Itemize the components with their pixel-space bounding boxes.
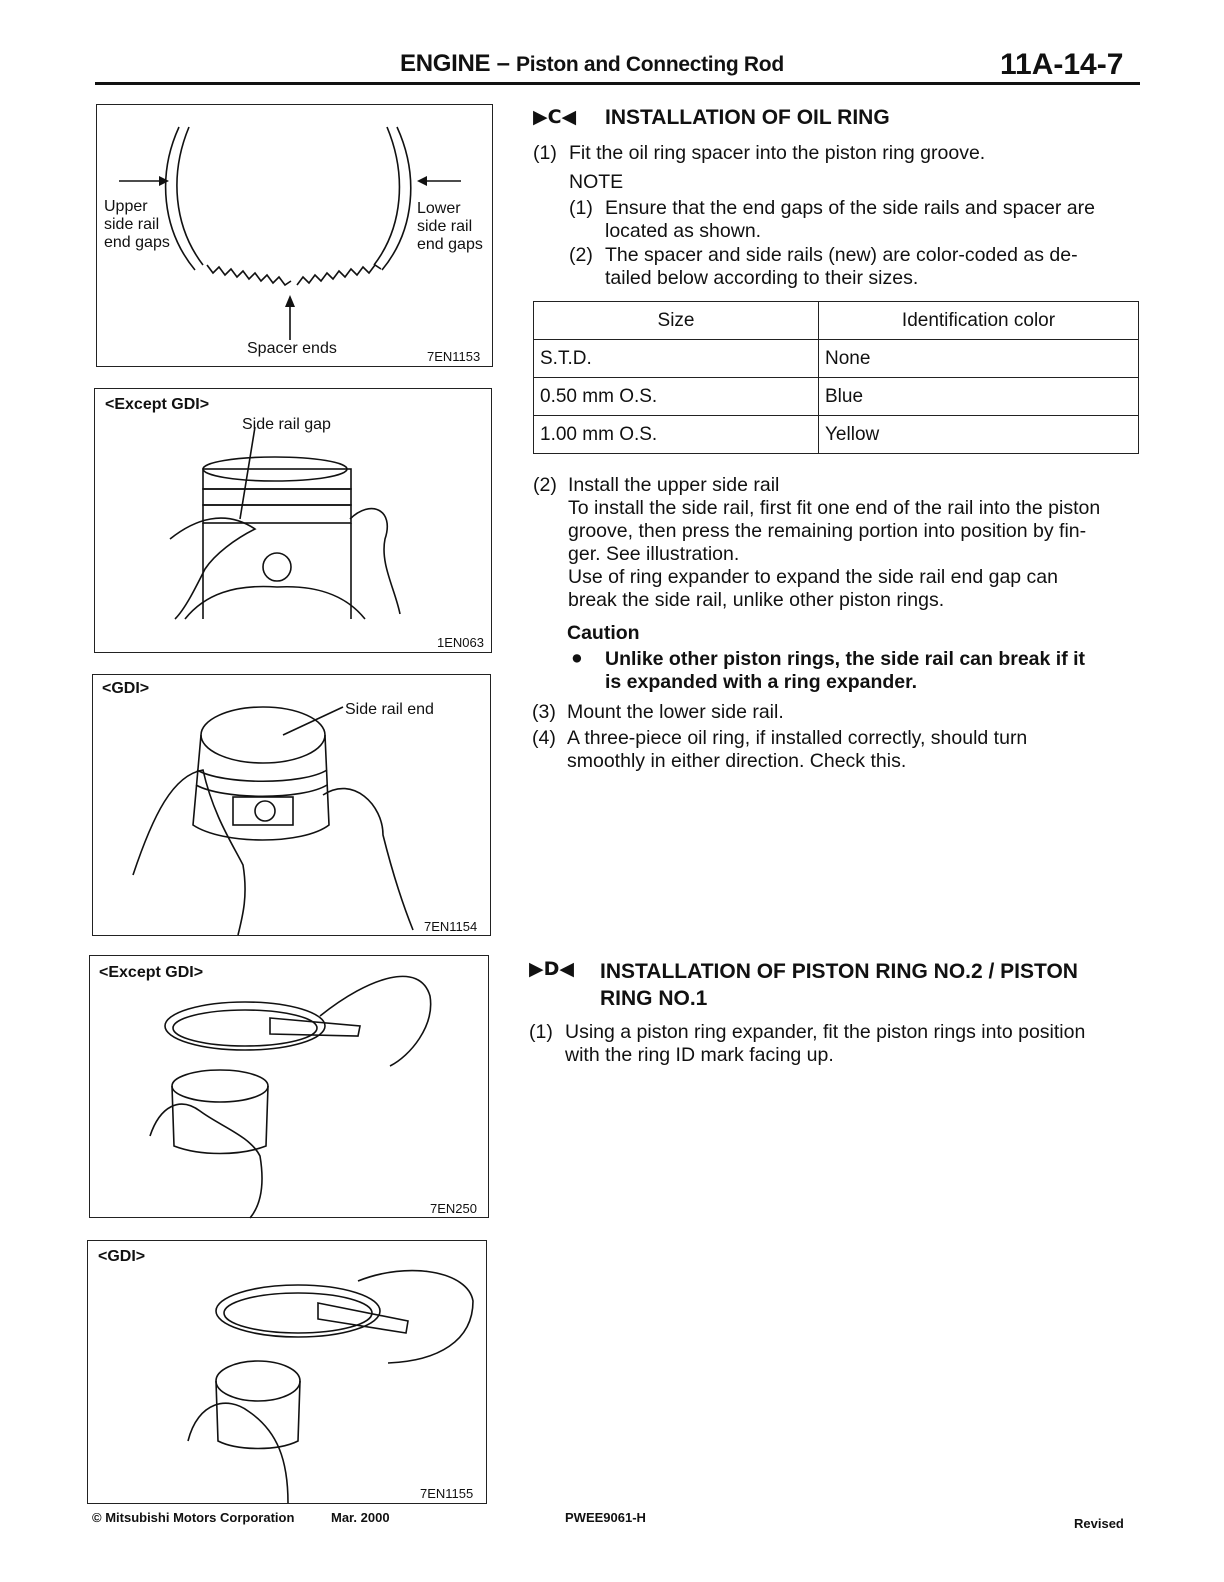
table-cell: Yellow [819,416,1139,454]
figure-id: 7EN1153 [427,349,481,364]
section-d-title: INSTALLATION OF PISTON RING NO.2 / PISTON RING NO.1 [600,960,1078,1010]
table-row [534,340,1139,378]
figure-id: 7EN250 [430,1201,477,1216]
color-code-table [533,301,1139,454]
step-number: (1) [529,1021,553,1043]
table-cell: Blue [819,378,1139,416]
step-text: Mount the lower side rail. [567,701,784,723]
ring-expander-drawing [90,956,490,1219]
figure-tag: <GDI> [102,680,150,697]
section-d-marker: ▶D◀ [529,958,574,980]
step-text: A three-piece oil ring, if installed correctly, should turn smoothly in either direction. Check this. [567,727,1028,772]
figure-tag: <GDI> [98,1248,146,1265]
note-text: Ensure that the end gaps of the side rails and spacer are located as shown. [605,197,1095,242]
step-text: Install the upper side rail To install the side rail, first fit one end of the rail into the piston groove, then press the remaining portion into position by fin- ger. See illustration. Use of ring expander to expand the side rail end gap can break the side rail, unlike other piston rings. [568,474,1101,611]
note-number: (2) [569,244,593,266]
step-number: (4) [532,727,556,749]
table-header: Identification color [819,302,1139,340]
ring-expander-drawing [88,1241,488,1505]
step-number: (1) [533,142,557,164]
table-header: Size [534,302,819,340]
note-label: NOTE [569,171,624,193]
label-lower-side-rail: Lower side rail end gaps [417,200,483,253]
section-c-marker: ▶C◀ [533,106,577,128]
caution-label: Caution [567,622,640,644]
step-text: Using a piston ring expander, fit the piston rings into position with the ring ID mark facing up. [565,1021,1086,1066]
label-side-rail-gap: Side rail gap [242,416,331,433]
table-cell: S.T.D. [534,340,819,378]
bullet-icon: ● [571,647,583,669]
figure-id: 1EN063 [437,635,484,650]
table-cell: 0.50 mm O.S. [534,378,819,416]
step-number: (3) [532,701,556,723]
figure-except-gdi-ring-expander [89,955,489,1218]
section-c-title: INSTALLATION OF OIL RING [605,106,890,129]
note-text: The spacer and side rails (new) are color-coded as de- tailed below according to their sizes. [605,244,1078,289]
label-spacer-ends: Spacer ends [247,340,337,357]
table-header-row [534,302,1139,340]
figure-id: 7EN1155 [420,1486,474,1501]
section-subtitle: Piston and Connecting Rod [516,53,784,76]
footer-status: Revised [1074,1516,1124,1531]
table-cell: None [819,340,1139,378]
figure-gdi-side-rail-end [92,674,491,936]
figure-tag: <Except GDI> [105,396,210,413]
figure-except-gdi-side-rail [94,388,492,653]
figure-gdi-ring-expander [87,1240,487,1504]
label-upper-side-rail: Upper side rail end gaps [104,198,170,251]
footer-date: Mar. 2000 [331,1510,390,1525]
caution-text: Unlike other piston rings, the side rail can break if it is expanded with a ring expander. [605,648,1086,693]
page-title [400,50,784,78]
footer-code: PWEE9061-H [565,1510,646,1525]
table-cell: 1.00 mm O.S. [534,416,819,454]
page-number: 11A-14-7 [1000,48,1124,81]
note-number: (1) [569,197,593,219]
figure-ring-gap-diagram [96,104,493,367]
header-rule [95,82,1140,85]
title-separator: – [496,50,510,77]
label-side-rail-end: Side rail end [345,701,434,718]
table-row [534,378,1139,416]
step-text: Fit the oil ring spacer into the piston ring groove. [569,142,986,164]
figure-id: 7EN1154 [424,919,478,934]
figure-tag: <Except GDI> [99,964,204,981]
section-name: ENGINE [400,50,491,77]
step-number: (2) [533,474,557,496]
table-row [534,416,1139,454]
footer-copyright: © Mitsubishi Motors Corporation [92,1510,295,1525]
